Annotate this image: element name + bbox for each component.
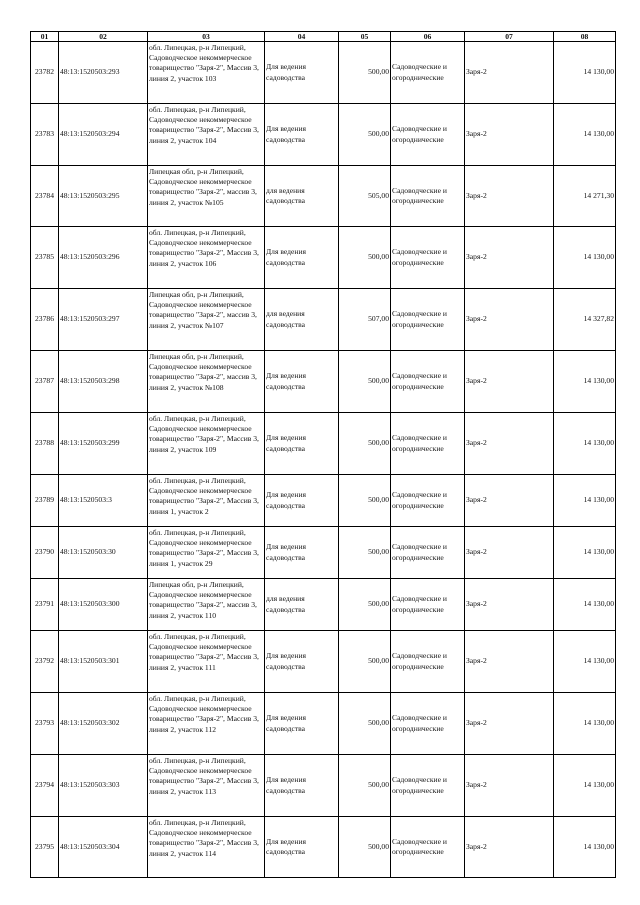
cadastral-value: 14 130,00	[554, 579, 616, 631]
column-header-07: 07	[465, 32, 554, 42]
area: 505,00	[339, 166, 391, 227]
address-text: обл. Липецкая, р-н Липецкий, Садоводческое некоммерческое товарищество "Заря-2", Массив 3, линия 1, участок 29	[149, 528, 259, 568]
cadastral-number: 48:13:1520503:298	[59, 351, 148, 413]
table-row	[31, 351, 616, 413]
cadastral-value: 14 130,00	[554, 351, 616, 413]
record-number: 23785	[31, 227, 59, 289]
column-header-08: 08	[554, 32, 616, 42]
land-category: Садоводческие и огороднические	[391, 413, 465, 475]
area: 500,00	[339, 527, 391, 579]
header-row	[31, 32, 616, 42]
permitted-use: Для ведения садоводства	[265, 104, 339, 166]
permitted-use: Для ведения садоводства	[265, 475, 339, 527]
table-row	[31, 289, 616, 351]
area: 500,00	[339, 42, 391, 104]
address-cell	[148, 527, 265, 579]
permitted-use: для ведения садоводства	[265, 579, 339, 631]
address-cell	[148, 755, 265, 817]
address-text: Липецкая обл, р-н Липецкий, Садоводческое некоммерческое товарищество "Заря-2", массив 3, линия 2, участок №107	[149, 290, 257, 330]
location-name: Заря-2	[465, 817, 554, 878]
address-cell	[148, 351, 265, 413]
address-text: обл. Липецкая, р-н Липецкий, Садоводческое некоммерческое товарищество "Заря-2", Массив 3, линия 2, участок 111	[149, 632, 259, 672]
location-name: Заря-2	[465, 289, 554, 351]
record-number: 23793	[31, 693, 59, 755]
area: 500,00	[339, 413, 391, 475]
location-name: Заря-2	[465, 527, 554, 579]
table-row	[31, 413, 616, 475]
record-number: 23789	[31, 475, 59, 527]
area: 500,00	[339, 351, 391, 413]
table-row	[31, 527, 616, 579]
record-number: 23784	[31, 166, 59, 227]
address-text: обл. Липецкая, р-н Липецкий, Садоводческое некоммерческое товарищество "Заря-2", Массив 3, линия 2, участок 112	[149, 694, 259, 734]
table-row	[31, 475, 616, 527]
land-category: Садоводческие и огороднические	[391, 817, 465, 878]
address-cell	[148, 166, 265, 227]
table-row	[31, 579, 616, 631]
cadastral-number: 48:13:1520503:294	[59, 104, 148, 166]
area: 500,00	[339, 693, 391, 755]
address-text: обл. Липецкая, р-н Липецкий, Садоводческое некоммерческое товарищество "Заря-2", Массив 3, линия 2, участок 113	[149, 756, 259, 796]
cadastral-value: 14 130,00	[554, 475, 616, 527]
land-category: Садоводческие и огороднические	[391, 475, 465, 527]
location-name: Заря-2	[465, 104, 554, 166]
cadastral-number: 48:13:1520503:293	[59, 42, 148, 104]
land-category: Садоводческие и огороднические	[391, 104, 465, 166]
address-cell	[148, 104, 265, 166]
address-text: обл. Липецкая, р-н Липецкий, Садоводческое некоммерческое товарищество "Заря-2", Массив 3, линия 1, участок 2	[149, 476, 259, 516]
location-name: Заря-2	[465, 475, 554, 527]
land-category: Садоводческие и огороднические	[391, 631, 465, 693]
cadastral-value: 14 130,00	[554, 227, 616, 289]
location-name: Заря-2	[465, 351, 554, 413]
record-number: 23791	[31, 579, 59, 631]
cadastral-number: 48:13:1520503:295	[59, 166, 148, 227]
table-body	[31, 42, 616, 878]
permitted-use: Для ведения садоводства	[265, 693, 339, 755]
permitted-use: Для ведения садоводства	[265, 755, 339, 817]
location-name: Заря-2	[465, 579, 554, 631]
area: 507,00	[339, 289, 391, 351]
table-row	[31, 693, 616, 755]
land-category: Садоводческие и огороднические	[391, 289, 465, 351]
permitted-use: Для ведения садоводства	[265, 527, 339, 579]
address-cell	[148, 693, 265, 755]
record-number: 23794	[31, 755, 59, 817]
cadastral-number: 48:13:1520503:297	[59, 289, 148, 351]
column-header-02: 02	[59, 32, 148, 42]
column-header-03: 03	[148, 32, 265, 42]
land-category: Садоводческие и огороднические	[391, 693, 465, 755]
area: 500,00	[339, 755, 391, 817]
record-number: 23782	[31, 42, 59, 104]
record-number: 23788	[31, 413, 59, 475]
cadastral-number: 48:13:1520503:3	[59, 475, 148, 527]
cadastral-number: 48:13:1520503:300	[59, 579, 148, 631]
cadastral-number: 48:13:1520503:302	[59, 693, 148, 755]
area: 500,00	[339, 475, 391, 527]
cadastral-number: 48:13:1520503:299	[59, 413, 148, 475]
table-row	[31, 227, 616, 289]
permitted-use: для ведения садоводства	[265, 166, 339, 227]
table-row	[31, 166, 616, 227]
column-header-01: 01	[31, 32, 59, 42]
permitted-use: Для ведения садоводства	[265, 42, 339, 104]
cadastral-number: 48:13:1520503:303	[59, 755, 148, 817]
table-row	[31, 42, 616, 104]
table-row	[31, 104, 616, 166]
location-name: Заря-2	[465, 227, 554, 289]
area: 500,00	[339, 104, 391, 166]
address-text: Липецкая обл, р-н Липецкий, Садоводческое некоммерческое товарищество "Заря-2", массив 3, линия 2, участок №108	[149, 352, 257, 392]
record-number: 23792	[31, 631, 59, 693]
area: 500,00	[339, 817, 391, 878]
address-text: обл. Липецкая, р-н Липецкий, Садоводческое некоммерческое товарищество "Заря-2", Массив 3, линия 2, участок 103	[149, 43, 259, 83]
cadastral-value: 14 130,00	[554, 104, 616, 166]
table-row	[31, 817, 616, 878]
land-category: Садоводческие и огороднические	[391, 166, 465, 227]
table-row	[31, 631, 616, 693]
address-cell	[148, 579, 265, 631]
cadastral-value: 14 130,00	[554, 42, 616, 104]
permitted-use: Для ведения садоводства	[265, 817, 339, 878]
address-cell	[148, 413, 265, 475]
record-number: 23786	[31, 289, 59, 351]
address-cell	[148, 42, 265, 104]
permitted-use: Для ведения садоводства	[265, 631, 339, 693]
cadastral-value: 14 130,00	[554, 755, 616, 817]
cadastral-number: 48:13:1520503:301	[59, 631, 148, 693]
cadastral-value: 14 130,00	[554, 527, 616, 579]
address-text: обл. Липецкая, р-н Липецкий, Садоводческое некоммерческое товарищество "Заря-2", Массив 3, линия 2, участок 106	[149, 228, 259, 268]
location-name: Заря-2	[465, 693, 554, 755]
land-category: Садоводческие и огороднические	[391, 227, 465, 289]
land-registry-table	[30, 31, 616, 878]
address-text: обл. Липецкая, р-н Липецкий, Садоводческое некоммерческое товарищество "Заря-2", Массив 3, линия 2, участок 104	[149, 105, 259, 145]
cadastral-value: 14 327,82	[554, 289, 616, 351]
cadastral-number: 48:13:1520503:304	[59, 817, 148, 878]
address-text: обл. Липецкая, р-н Липецкий, Садоводческое некоммерческое товарищество "Заря-2", Массив 3, линия 2, участок 109	[149, 414, 259, 454]
column-header-04: 04	[265, 32, 339, 42]
cadastral-value: 14 130,00	[554, 817, 616, 878]
location-name: Заря-2	[465, 413, 554, 475]
record-number: 23795	[31, 817, 59, 878]
address-cell	[148, 289, 265, 351]
cadastral-value: 14 130,00	[554, 693, 616, 755]
cadastral-number: 48:13:1520503:296	[59, 227, 148, 289]
cadastral-value: 14 271,30	[554, 166, 616, 227]
column-header-06: 06	[391, 32, 465, 42]
land-category: Садоводческие и огороднические	[391, 527, 465, 579]
land-category: Садоводческие и огороднические	[391, 42, 465, 104]
permitted-use: для ведения садоводства	[265, 289, 339, 351]
record-number: 23790	[31, 527, 59, 579]
location-name: Заря-2	[465, 42, 554, 104]
column-header-05: 05	[339, 32, 391, 42]
address-cell	[148, 475, 265, 527]
table-row	[31, 755, 616, 817]
location-name: Заря-2	[465, 166, 554, 227]
area: 500,00	[339, 631, 391, 693]
permitted-use: Для ведения садоводства	[265, 413, 339, 475]
address-text: Липецкая обл, р-н Липецкий, Садоводческое некоммерческое товарищество "Заря-2", массив 3, линия 2, участок 110	[149, 580, 257, 620]
cadastral-value: 14 130,00	[554, 413, 616, 475]
land-category: Садоводческие и огороднические	[391, 351, 465, 413]
land-category: Садоводческие и огороднические	[391, 755, 465, 817]
area: 500,00	[339, 227, 391, 289]
address-cell	[148, 817, 265, 878]
record-number: 23783	[31, 104, 59, 166]
address-cell	[148, 631, 265, 693]
cadastral-value: 14 130,00	[554, 631, 616, 693]
record-number: 23787	[31, 351, 59, 413]
cadastral-number: 48:13:1520503:30	[59, 527, 148, 579]
permitted-use: Для ведения садоводства	[265, 227, 339, 289]
location-name: Заря-2	[465, 755, 554, 817]
area: 500,00	[339, 579, 391, 631]
address-text: Липецкая обл, р-н Липецкий, Садоводческое некоммерческое товарищество "Заря-2", массив 3, линия 2, участок №105	[149, 167, 257, 207]
permitted-use: Для ведения садоводства	[265, 351, 339, 413]
location-name: Заря-2	[465, 631, 554, 693]
address-text: обл. Липецкая, р-н Липецкий, Садоводческое некоммерческое товарищество "Заря-2", Массив 3, линия 2, участок 114	[149, 818, 259, 858]
address-cell	[148, 227, 265, 289]
land-category: Садоводческие и огороднические	[391, 579, 465, 631]
